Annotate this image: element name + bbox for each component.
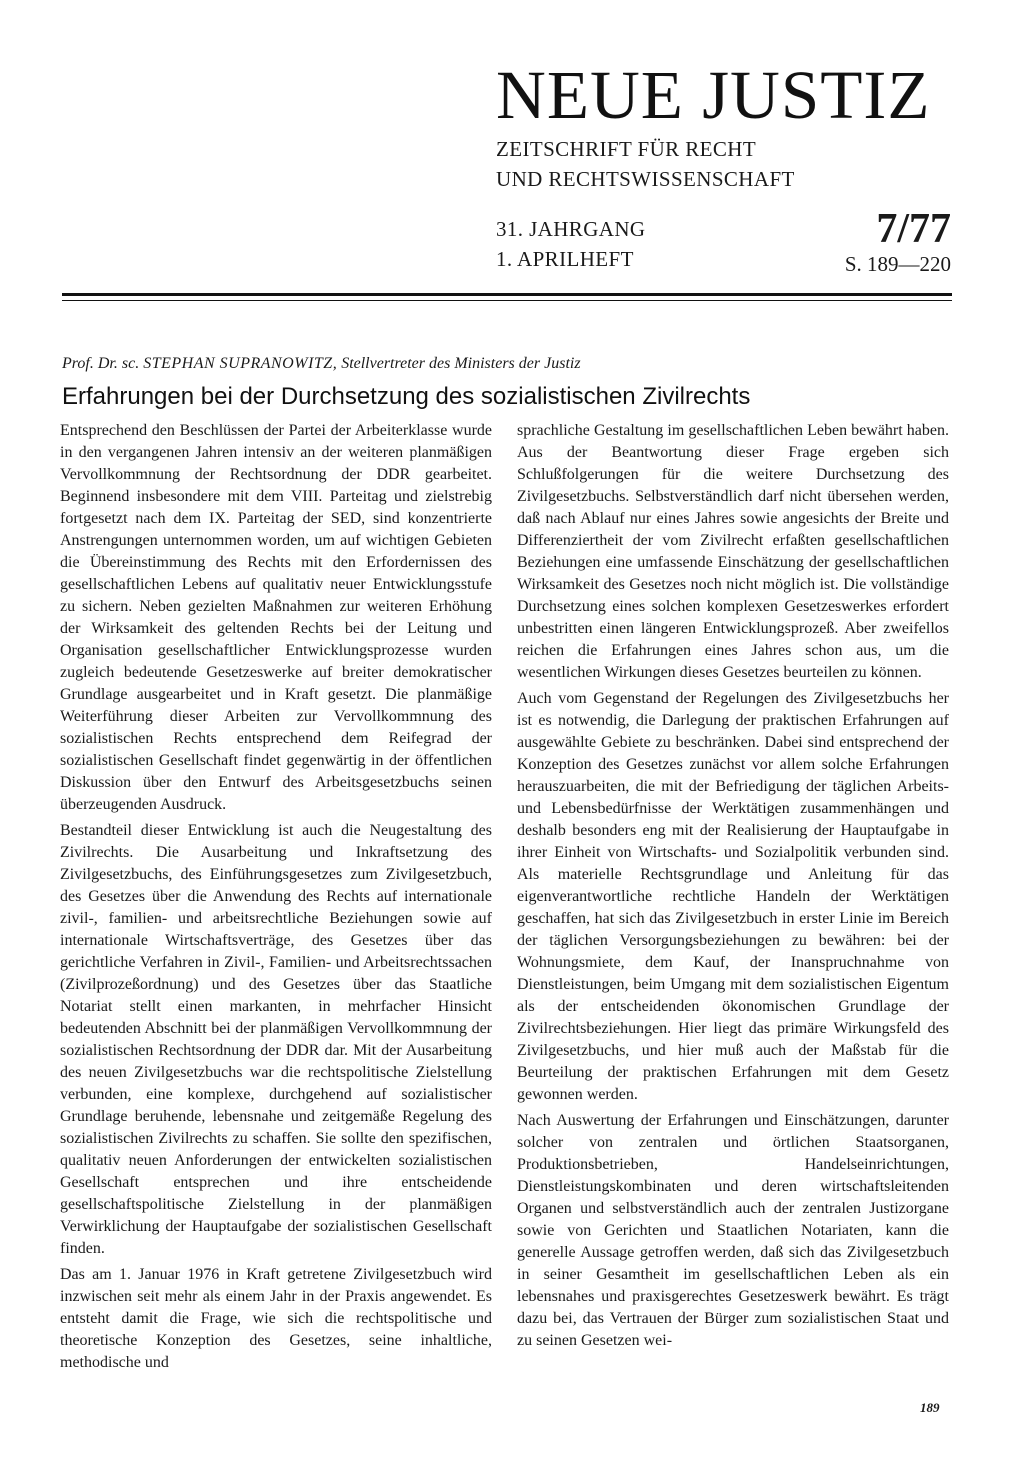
subtitle-line-2: UND RECHTSWISSENSCHAFT — [496, 167, 795, 191]
journal-title: NEUE JUSTIZ — [496, 57, 931, 133]
left-column — [60, 420, 492, 1378]
author-prefix: Prof. Dr. sc. — [62, 355, 140, 372]
issue-name: 1. APRILHEFT — [496, 247, 634, 271]
page-range: S. 189—220 — [844, 252, 951, 276]
author-name: STEPHAN SUPRANOWITZ, — [143, 355, 338, 372]
journal-subtitle — [496, 134, 966, 194]
author-role: Stellvertreter des Ministers der Justiz — [341, 355, 581, 372]
issue-number: 7/77 — [876, 206, 951, 252]
author-line — [62, 353, 962, 375]
paragraph: Entsprechend den Beschlüssen der Partei der Arbeiterklasse wurde in den vergangenen Jahren intensiv an der weiteren planmäßigen Vervollkommnung der Rechtsordnung der DDR gearbeitet. Beginnend insbesondere mit dem VIII. Parteitag und zielstrebig fortgesetzt nach dem IX. Parteitag der SED, sind konzentrierte Anstrengungen unternommen worden, um auf wichtigen Gebieten die Übereinstimmung des Rechts mit den Erfordernissen des gesellschaftlichen Lebens auf qualitativ neuer Entwicklungsstufe zu sichern. Neben gezielten Maßnahmen zur weiteren Erhöhung der Wirksamkeit des geltenden Rechts bei der Leitung und Organisation gesellschaftlicher Entwicklungsprozesse wurden zugleich bedeutende Gesetzeswerke auf breiter demokratischer Grundlage ausgearbeitet und in Kraft gesetzt. Die planmäßige Weiterführung dieser Arbeiten zur Vervollkommnung des sozialistischen Rechts entsprechend dem Reifegrad der sozialistischen Gesellschaft findet gegenwärtig in der öffentlichen Diskussion über den Entwurf des Arbeitsgesetzbuchs seinen überzeugenden Ausdruck. — [60, 422, 492, 813]
paragraph: Das am 1. Januar 1976 in Kraft getretene Zivilgesetzbuch wird inzwischen seit mehr als einem Jahr in der Praxis angewendet. Es entsteht damit die Frage, wie sich die rechtspolitische und theoretische Konzeption des Gesetzes, seine inhaltliche, methodische und — [60, 1266, 492, 1371]
paragraph: Bestandteil dieser Entwicklung ist auch die Neugestaltung des Zivilrechts. Die Ausarbeitung und Inkraftsetzung des Zivilgesetzbuchs, des Einführungsgesetzes zum Zivilgesetzbuch, des Gesetzes über die Anwendung des Rechts auf internationale zivil-, familien- und arbeitsrechtliche Beziehungen sowie auf internationale Wirtschaftsverträge, des Gesetzes über das gerichtliche Verfahren in Zivil-, Familien- und Arbeitsrechtssachen (Zivilprozeßordnung) und des Gesetzes über das Staatliche Notariat stellt einen markanten, in mehrfacher Hinsicht bedeutenden Abschnitt bei der planmäßigen Vervollkommnung der sozialistischen Rechtsordnung der DDR dar. Mit der Ausarbeitung des neuen Zivilgesetzbuchs war die rechtspolitische Zielstellung verbunden, eine komplexe, durchgehend auf sozialistischer Grundlage beruhende, lebensnahe und zeitgemäße Regelung des sozialistischen Zivilrechts zu schaffen. Sie sollte den spezifischen, qualitativ neuen Anforderungen der entwickelten sozialistischen Gesellschaft entsprechen und ihre entscheidende gesellschaftspolitische Zielstellung in der planmäßigen Verwirklichung der Hauptaufgabe der sozialistischen Gesellschaft finden. — [60, 822, 492, 1257]
header-rule-thin — [62, 300, 952, 301]
paragraph: sprachliche Gestaltung im gesellschaftlichen Leben bewährt haben. Aus der Beantwortung dieser Frage ergeben sich Schlußfolgerungen für die weitere Durchsetzung des Zivilgesetzbuchs. Selbstverständlich darf nicht übersehen werden, daß nach Ablauf nur eines Jahres sowie angesichts der Breite und Differenziertheit der vom Zivilrecht erfaßten gesellschaftlichen Beziehungen eine umfassende Einschätzung der gesellschaftlichen Wirksamkeit des Gesetzes noch nicht möglich ist. Die vollständige Durchsetzung eines solchen komplexen Gesetzeswerkes erfordert unbestritten einen längeren Entwicklungsprozeß. Aber zweifellos reichen die Erfahrungen eines Jahres schon aus, um die wesentlichen Wirkungen dieses Gesetzes beurteilen zu können. — [517, 422, 949, 681]
issue-details — [496, 214, 645, 274]
masthead — [496, 57, 966, 194]
subtitle-line-1: ZEITSCHRIFT FÜR RECHT — [496, 137, 757, 161]
volume-label: 31. JAHRGANG — [496, 217, 646, 241]
paragraph: Nach Auswertung der Erfahrungen und Einschätzungen, darunter solcher von zentralen und örtlichen Staatsorganen, Produktionsbetrieben, Handelseinrichtungen, Dienstleistungskombinaten und deren wirtschaftsleitenden Organen und selbstverständlich auch der zentralen Justizorgane sowie von Gerichten und Staatlichen Notariaten, kann die generelle Aussage getroffen werden, daß sich das Zivilgesetzbuch in seiner Gesamtheit im gesellschaftlichen Leben als ein lebensnahes und praxisgerechtes Gesetzeswerk bewährt. Es trägt dazu bei, das Vertrauen der Bürger zum sozialistischen Staat und zu seinen Gesetzen wei- — [517, 1112, 949, 1349]
page-number: 189 — [920, 1400, 940, 1415]
article-title: Erfahrungen bei der Durchsetzung des sozialistischen Zivilrechts — [62, 383, 751, 410]
header-rule-thick — [62, 293, 952, 296]
paragraph: Auch vom Gegenstand der Regelungen des Zivilgesetzbuchs her ist es notwendig, die Darlegung der praktischen Erfahrungen auf ausgewählte Gebiete zu beschränken. Dabei sind entsprechend der Konzeption des Gesetzes zunächst vor allem solche Erfahrungen herauszuarbeiten, die mit der Befriedigung der täglichen Arbeits- und Lebensbedürfnisse der Werktätigen zusammenhängen und deshalb besonders eng mit der Realisierung der Hauptaufgabe in ihrer Einheit von Wirtschafts- und Sozialpolitik verbunden sind. Als materielle Rechtsgrundlage und Anleitung für das eigenverantwortliche rechtliche Handeln der Werktätigen geschaffen, hat sich das Zivilgesetzbuch in erster Linie im Bereich der täglichen Versorgungsbeziehungen zu bewähren: bei der Wohnungsmiete, dem Kauf, der Inanspruchnahme von Dienstleistungen, beim Umgang mit dem sozialistischen Eigentum als der entscheidenden ökonomischen Grundlage der Zivilrechtsbeziehungen. Hier liegt das primäre Wirkungsfeld des Zivilgesetzbuchs, und hier muß auch der Maßstab für die Beurteilung der praktischen Erfahrungen mit dem Gesetz gewonnen werden. — [517, 690, 949, 1103]
right-column — [517, 420, 949, 1356]
